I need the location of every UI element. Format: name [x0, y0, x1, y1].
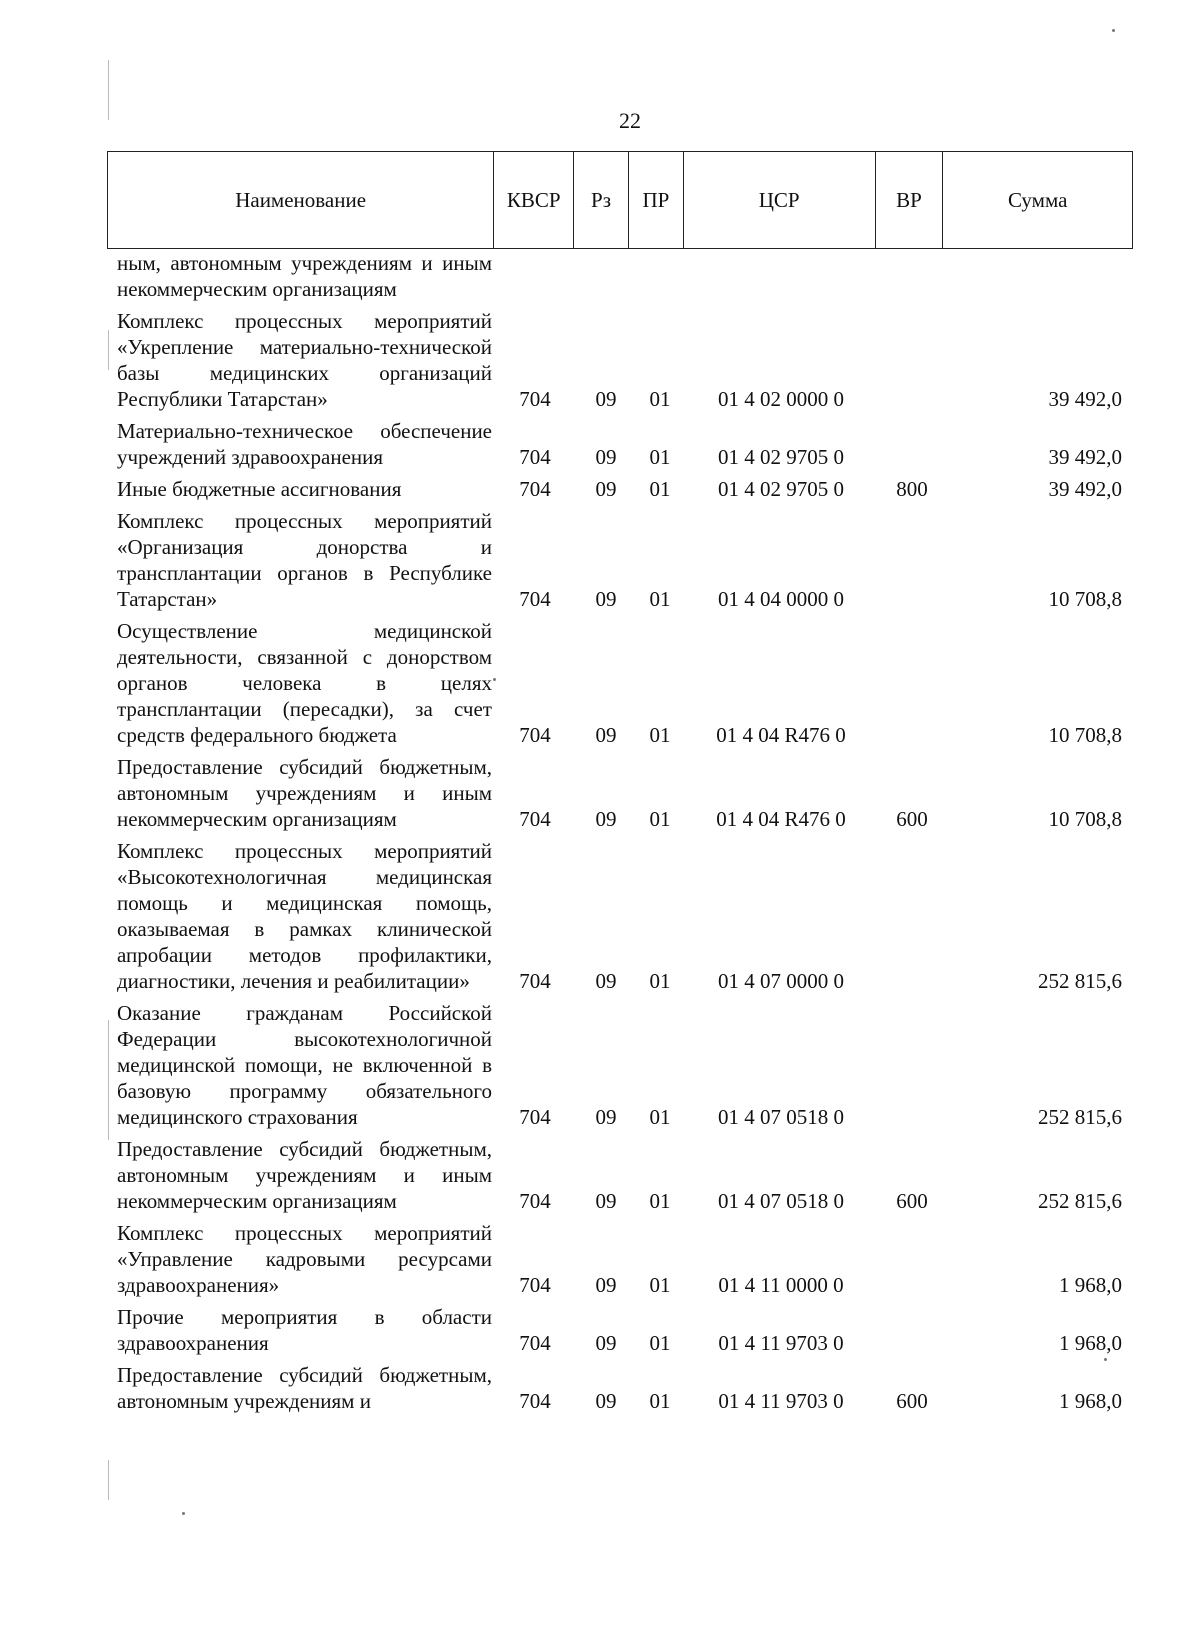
- row-vr: 800: [896, 477, 928, 501]
- row-csr: 01 4 04 R476 0: [716, 807, 846, 831]
- row-csr: 01 4 11 0000 0: [718, 1273, 844, 1297]
- row-sum: 252 815,6: [1038, 1189, 1122, 1213]
- table-row: [0, 618, 1200, 748]
- row-name: Прочие мероприятия в области здравоохранения: [117, 1305, 492, 1355]
- row-csr: 01 4 07 0000 0: [718, 969, 844, 993]
- row-kvsr: 704: [519, 723, 551, 747]
- table-row: [0, 1304, 1200, 1356]
- row-kvsr: 704: [519, 587, 551, 611]
- row-sum: 39 492,0: [1048, 445, 1122, 469]
- row-pr: 01: [649, 723, 671, 747]
- row-kvsr: 704: [519, 1189, 551, 1213]
- row-csr: 01 4 02 0000 0: [718, 387, 844, 411]
- scan-dot: [182, 1512, 185, 1515]
- row-csr: 01 4 07 0518 0: [718, 1189, 844, 1213]
- table-row: [0, 476, 1200, 502]
- row-pr: 01: [649, 1189, 671, 1213]
- row-pr: 01: [649, 1331, 671, 1355]
- header-name: Наименование: [108, 152, 494, 248]
- row-rz: 09: [595, 587, 617, 611]
- table-row: [0, 308, 1200, 412]
- row-name: Оказание гражданам Российской Федерации высокотехнологичной медицинской помощи, не включенной в базовую программу обязательного медицинского страхования: [117, 1001, 492, 1129]
- row-rz: 09: [595, 445, 617, 469]
- row-sum: 252 815,6: [1038, 969, 1122, 993]
- table-row: [0, 1000, 1200, 1130]
- row-kvsr: 704: [519, 1389, 551, 1413]
- row-csr: 01 4 11 9703 0: [718, 1389, 844, 1413]
- table-row: [0, 508, 1200, 612]
- row-rz: 09: [595, 477, 617, 501]
- row-pr: 01: [649, 445, 671, 469]
- scan-dot: [1112, 29, 1115, 32]
- row-name: Осуществление медицинской деятельности, связанной с донорством органов человека в целях трансплантации (пересадки), за счет средств федерального бюджета: [117, 619, 492, 747]
- row-kvsr: 704: [519, 1273, 551, 1297]
- row-name: Комплекс процессных мероприятий «Управление кадровыми ресурсами здравоохранения»: [117, 1221, 492, 1297]
- row-sum: 10 708,8: [1048, 587, 1122, 611]
- row-pr: 01: [649, 969, 671, 993]
- row-csr: 01 4 02 9705 0: [718, 445, 844, 469]
- row-name: Комплекс процессных мероприятий «Высокотехнологичная медицинская помощь и медицинская помощь, оказываемая в рамках клинической апробации методов профилактики, диагностики, лечения и реабилитации»: [117, 839, 492, 993]
- row-rz: 09: [595, 1189, 617, 1213]
- row-name: Иные бюджетные ассигнования: [117, 477, 402, 501]
- row-vr: 600: [896, 1389, 928, 1413]
- table-row: [0, 1220, 1200, 1298]
- row-sum: 252 815,6: [1038, 1105, 1122, 1129]
- header-vr: ВР: [876, 152, 944, 248]
- row-name: Комплекс процессных мероприятий «Укрепление материально-технической базы медицинских организаций Республики Татарстан»: [117, 309, 492, 411]
- table-header: [107, 151, 1133, 249]
- row-kvsr: 704: [519, 477, 551, 501]
- row-csr: 01 4 04 R476 0: [716, 723, 846, 747]
- row-rz: 09: [595, 969, 617, 993]
- row-sum: 1 968,0: [1059, 1273, 1122, 1297]
- row-rz: 09: [595, 1105, 617, 1129]
- row-pr: 01: [649, 587, 671, 611]
- row-rz: 09: [595, 807, 617, 831]
- table-body: [0, 250, 1200, 1420]
- header-kvsr: КВСР: [494, 152, 574, 248]
- row-pr: 01: [649, 477, 671, 501]
- row-sum: 10 708,8: [1048, 723, 1122, 747]
- row-sum: 1 968,0: [1059, 1331, 1122, 1355]
- row-kvsr: 704: [519, 1331, 551, 1355]
- table-row: [0, 838, 1200, 994]
- row-pr: 01: [649, 1105, 671, 1129]
- row-sum: 39 492,0: [1048, 477, 1122, 501]
- row-pr: 01: [649, 387, 671, 411]
- row-csr: 01 4 11 9703 0: [718, 1331, 844, 1355]
- row-name: Предоставление субсидий бюджетным, автономным учреждениям и иным некоммерческим организациям: [117, 755, 492, 831]
- header-rz: Рз: [574, 152, 629, 248]
- row-pr: 01: [649, 1273, 671, 1297]
- row-vr: 600: [896, 1189, 928, 1213]
- table-row: [0, 250, 1200, 302]
- row-rz: 09: [595, 723, 617, 747]
- page-number: 22: [619, 108, 641, 133]
- row-kvsr: 704: [519, 445, 551, 469]
- row-kvsr: 704: [519, 1105, 551, 1129]
- row-kvsr: 704: [519, 387, 551, 411]
- row-kvsr: 704: [519, 969, 551, 993]
- row-rz: 09: [595, 1331, 617, 1355]
- row-csr: 01 4 02 9705 0: [718, 477, 844, 501]
- row-rz: 09: [595, 1389, 617, 1413]
- row-name: Предоставление субсидий бюджетным, автономным учреждениям и: [117, 1363, 492, 1413]
- row-pr: 01: [649, 1389, 671, 1413]
- row-pr: 01: [649, 807, 671, 831]
- row-sum: 1 968,0: [1059, 1389, 1122, 1413]
- row-rz: 09: [595, 387, 617, 411]
- row-sum: 10 708,8: [1048, 807, 1122, 831]
- row-name: Материально-техническое обеспечение учреждений здравоохранения: [117, 419, 492, 469]
- row-name: Предоставление субсидий бюджетным, автономным учреждениям и иным некоммерческим организациям: [117, 1137, 492, 1213]
- header-sum: Сумма: [1007, 187, 1068, 212]
- table-row: [0, 1362, 1200, 1414]
- table-row: [0, 1136, 1200, 1214]
- row-name: ным, автономным учреждениям и иным некоммерческим организациям: [117, 251, 492, 301]
- row-rz: 09: [595, 1273, 617, 1297]
- table-row: [0, 418, 1200, 470]
- row-csr: 01 4 07 0518 0: [718, 1105, 844, 1129]
- row-vr: 600: [896, 807, 928, 831]
- table-row: [0, 754, 1200, 832]
- row-csr: 01 4 04 0000 0: [718, 587, 844, 611]
- header-pr: ПР: [629, 152, 684, 248]
- scan-margin-line: [108, 1460, 109, 1500]
- header-csr: ЦСР: [684, 152, 876, 248]
- row-name: Комплекс процессных мероприятий «Организация донорства и трансплантации органов в Республике Татарстан»: [117, 509, 492, 611]
- row-sum: 39 492,0: [1048, 387, 1122, 411]
- row-kvsr: 704: [519, 807, 551, 831]
